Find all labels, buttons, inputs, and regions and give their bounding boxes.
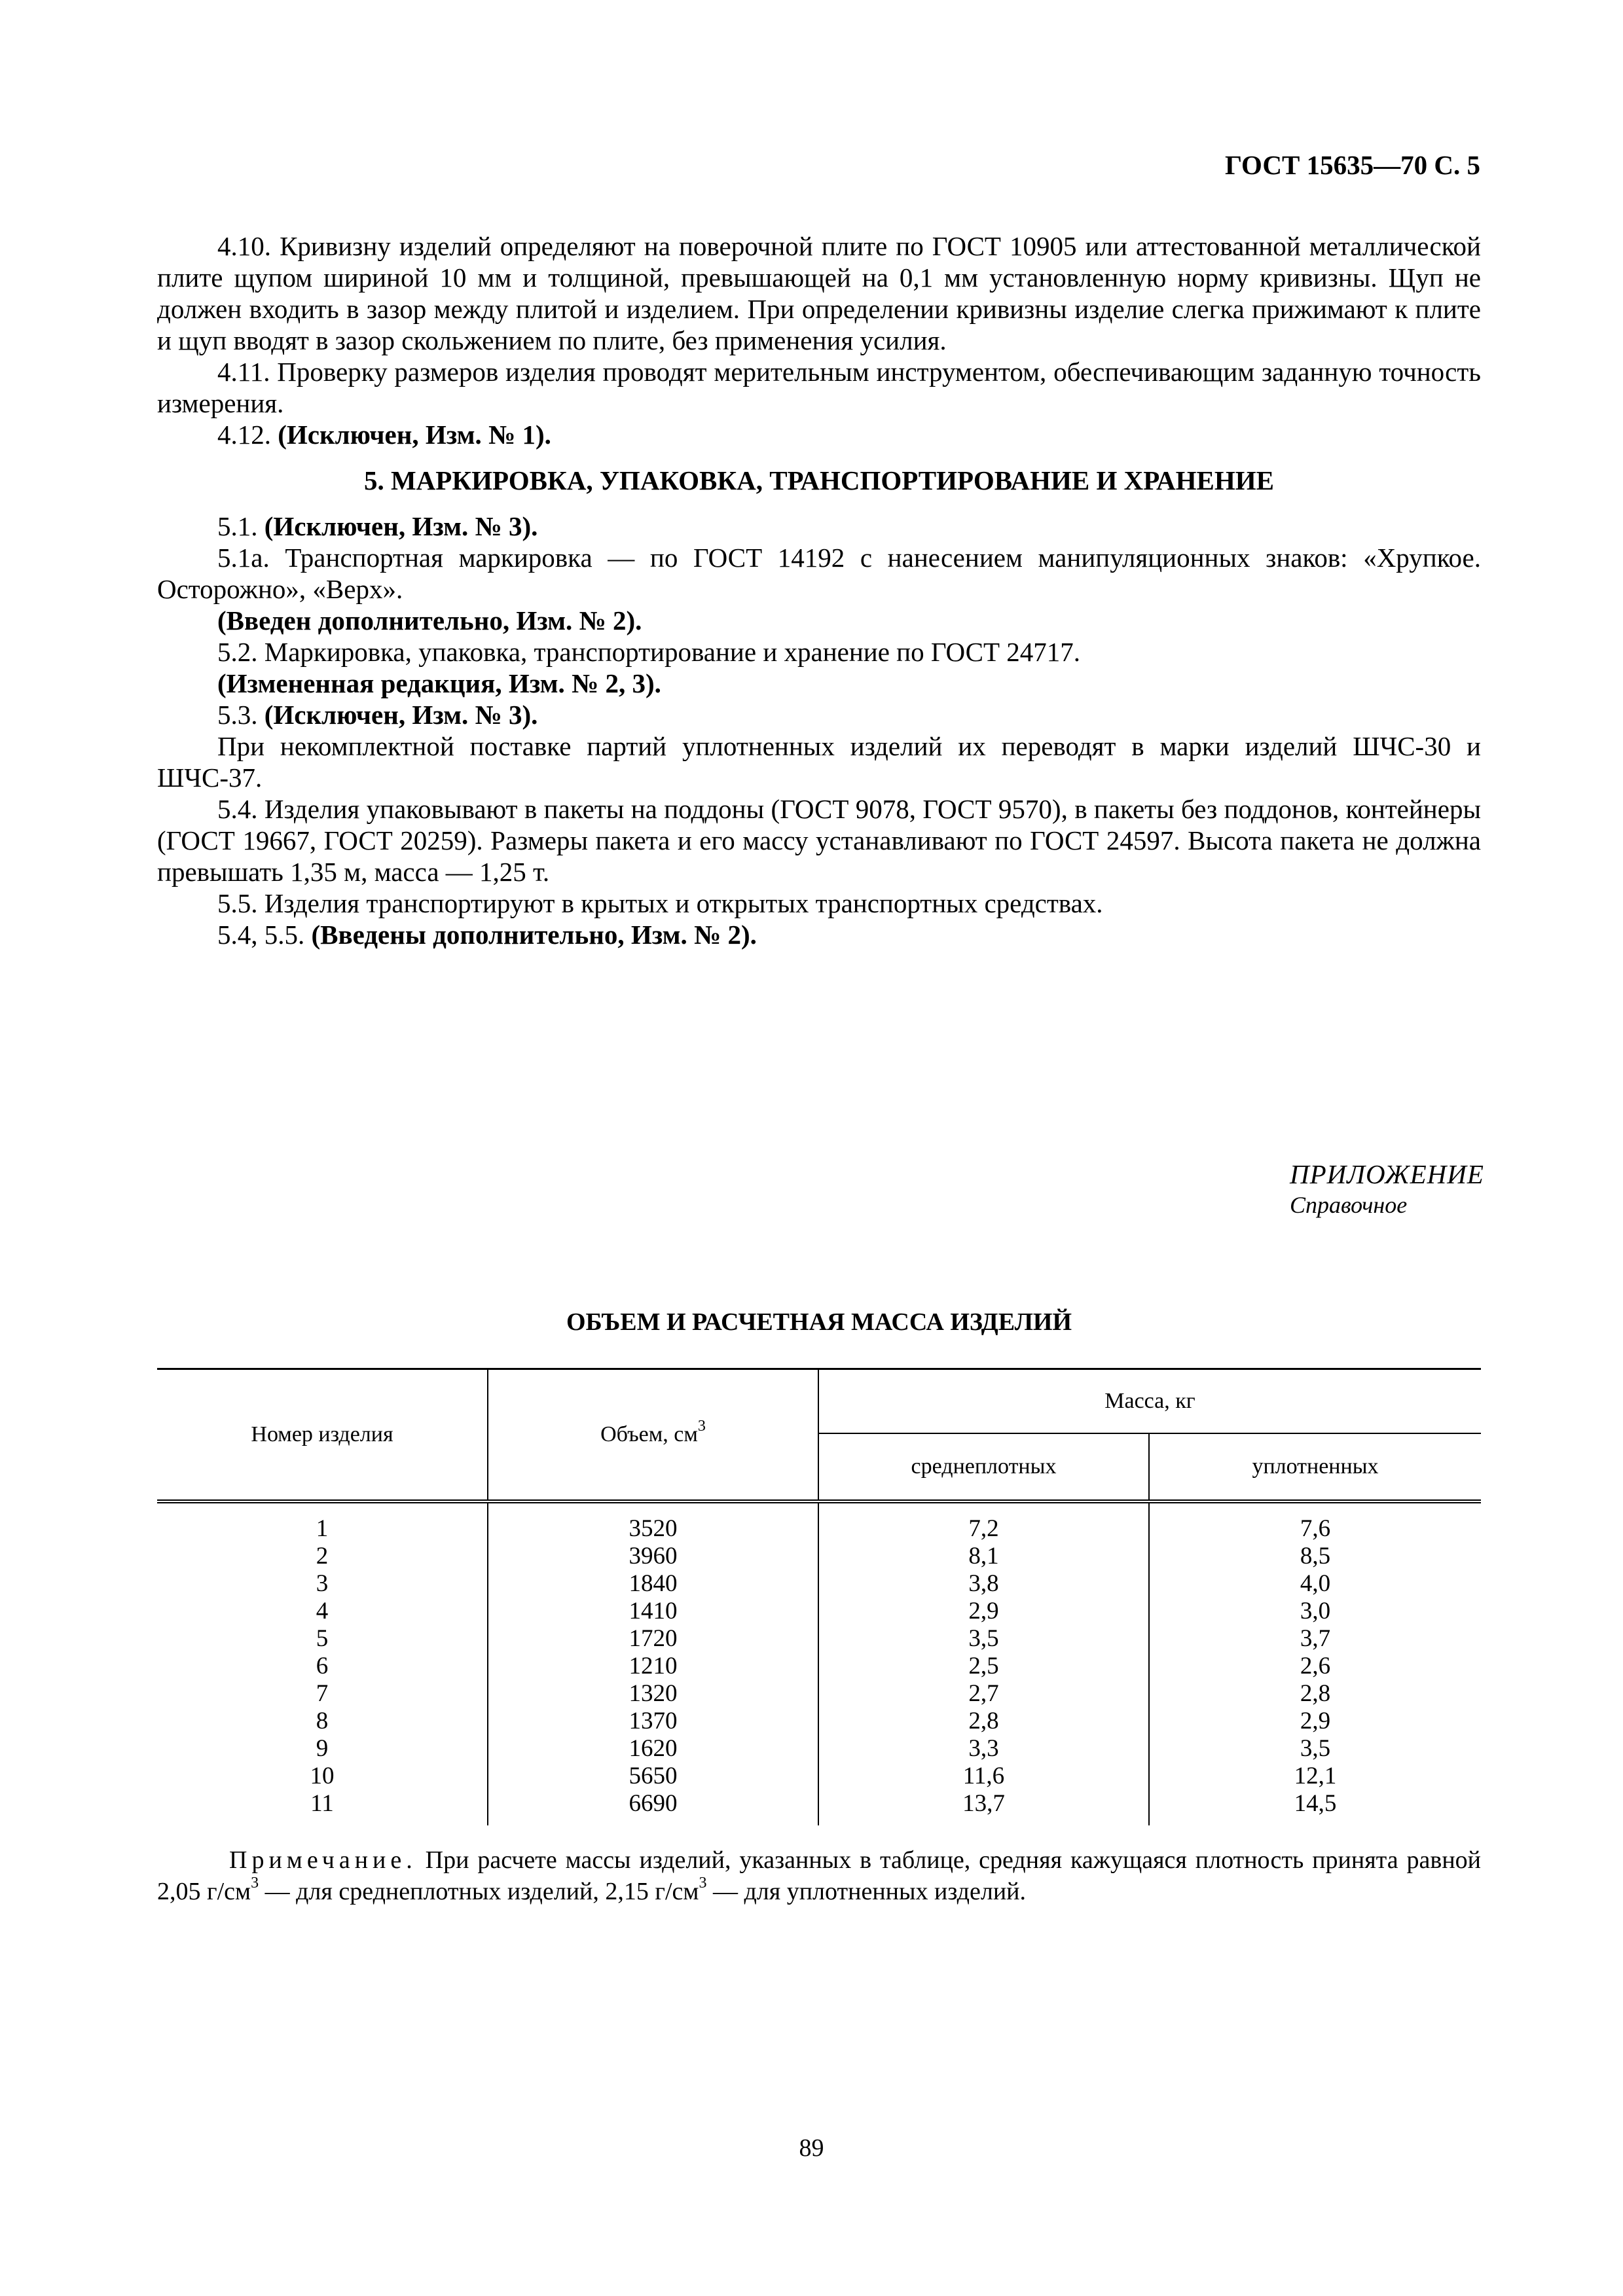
cell-product-number: 8	[316, 1708, 329, 1734]
table-row	[157, 1570, 1481, 1598]
cell-product-number: 3	[316, 1570, 329, 1597]
appendix-subtitle: Справочное	[1290, 1192, 1408, 1218]
paragraph-4-11: 4.11. Проверку размеров изделия проводят мерительным инструментом, обеспечивающим заданную точность измерения.	[157, 357, 1481, 418]
cell-product-number: 1	[316, 1515, 329, 1542]
cell-mass-dense: 12,1	[1149, 1763, 1481, 1790]
cell-product-number: 5	[316, 1625, 329, 1652]
cell-mass-medium: 13,7	[818, 1790, 1149, 1825]
cell-volume: 5650	[488, 1763, 818, 1790]
paragraph-number: 4.12.	[217, 420, 271, 450]
cell-mass-dense: 4,0	[1149, 1570, 1481, 1598]
appendix-label	[1290, 1158, 1484, 1219]
document-header: ГОСТ 15635—70 С. 5	[1224, 150, 1480, 180]
cell-mass-medium: 7,2	[818, 1501, 1149, 1543]
mass-table-container	[157, 1368, 1481, 1825]
table-row	[157, 1543, 1481, 1570]
section-5-title: 5. МАРКИРОВКА, УПАКОВКА, ТРАНСПОРТИРОВАНИЕ И ХРАНЕНИЕ	[363, 465, 1275, 495]
cell-mass-dense: 8,5	[1149, 1543, 1481, 1570]
cell-product-number: 2	[316, 1543, 329, 1570]
cell-product-number: 11	[310, 1790, 334, 1817]
table-row	[157, 1598, 1481, 1625]
paragraph-5-4: 5.4. Изделия упаковывают в пакеты на поддоны (ГОСТ 9078, ГОСТ 9570), в пакеты без поддонов, контейнеры (ГОСТ 19667, ГОСТ 20259). Размеры пакета и его массу устанавливают по ГОСТ 24597. Высота пакета не должна превышать 1,35 м, масса — 1,25 т.	[157, 794, 1481, 887]
table-row	[157, 1763, 1481, 1790]
note-text-1: При расчете массы изделий, указанных в таблице, средняя кажущаяся плотность принята равной 2,05 г/см	[157, 1846, 1481, 1905]
table-note	[157, 1844, 1481, 1907]
cell-mass-medium: 2,5	[818, 1653, 1149, 1680]
table-row	[157, 1708, 1481, 1735]
amendment-note: (Исключен, Изм. № 1).	[278, 420, 551, 450]
cell-mass-dense: 2,9	[1149, 1708, 1481, 1735]
cell-volume: 1320	[488, 1680, 818, 1708]
paragraph-number: 5.1.	[217, 511, 258, 541]
cell-mass-medium: 2,7	[818, 1680, 1149, 1708]
paragraph-5-3-text: При некомплектной поставке партий уплотненных изделий их переводят в марки изделий ШЧС-30 и ШЧС-37.	[157, 731, 1481, 793]
cell-mass-medium: 11,6	[818, 1763, 1149, 1790]
paragraph-number: 5.3.	[217, 700, 258, 730]
paragraph-5-1	[157, 511, 1481, 542]
amendment-note: (Введены дополнительно, Изм. № 2).	[311, 920, 757, 950]
cell-mass-dense: 3,7	[1149, 1625, 1481, 1653]
paragraph-5-1a: 5.1а. Транспортная маркировка — по ГОСТ 14192 с нанесением манипуляционных знаков: «Хрупкое. Осторожно», «Верх».	[157, 543, 1481, 604]
cell-volume: 6690	[488, 1790, 818, 1825]
amendment-note: (Исключен, Изм. № 3).	[264, 700, 538, 730]
table-row	[157, 1735, 1481, 1763]
cell-mass-dense: 2,8	[1149, 1680, 1481, 1708]
cell-product-number: 7	[316, 1680, 329, 1707]
note-sup-2: 3	[699, 1874, 707, 1892]
amendment-note: (Исключен, Изм. № 3).	[264, 511, 538, 541]
paragraph-5-2: 5.2. Маркировка, упаковка, транспортирование и хранение по ГОСТ 24717.	[217, 637, 1081, 667]
cell-volume: 1370	[488, 1708, 818, 1735]
cell-product-number: 9	[316, 1735, 329, 1762]
cell-mass-medium: 2,9	[818, 1598, 1149, 1625]
note-sup-1: 3	[251, 1874, 259, 1892]
cell-volume: 1720	[488, 1625, 818, 1653]
table-row	[157, 1790, 1481, 1825]
cell-volume: 1620	[488, 1735, 818, 1763]
header-volume	[488, 1369, 818, 1502]
cell-mass-medium: 3,3	[818, 1735, 1149, 1763]
table-row	[157, 1680, 1481, 1708]
table-title: ОБЪЕМ И РАСЧЕТНАЯ МАССА ИЗДЕЛИЙ	[566, 1308, 1072, 1336]
note-paragraph	[157, 1844, 1481, 1907]
cell-mass-medium: 8,1	[818, 1543, 1149, 1570]
cell-product-number: 10	[310, 1763, 335, 1789]
cell-mass-dense: 2,6	[1149, 1653, 1481, 1680]
table-row	[157, 1653, 1481, 1680]
paragraph-number: 5.4, 5.5.	[217, 920, 305, 950]
cell-mass-medium: 3,8	[818, 1570, 1149, 1598]
paragraph-4-12	[157, 419, 1481, 450]
header-mass-dense: уплотненных	[1149, 1433, 1481, 1501]
cell-mass-dense: 14,5	[1149, 1790, 1481, 1825]
paragraph-5-4-5-5	[157, 919, 1481, 950]
paragraph-5-5: 5.5. Изделия транспортируют в крытых и открытых транспортных средствах.	[217, 888, 1103, 918]
cell-product-number: 6	[316, 1653, 329, 1679]
cell-mass-medium: 2,8	[818, 1708, 1149, 1735]
cell-volume: 1840	[488, 1570, 818, 1598]
paragraph-5-3	[157, 699, 1481, 730]
header-volume-sup: 3	[697, 1417, 706, 1435]
header-mass: Масса, кг	[818, 1369, 1481, 1434]
header-volume-text: Объем, см	[600, 1422, 698, 1446]
cell-volume: 3960	[488, 1543, 818, 1570]
note-label: Примечание.	[229, 1846, 417, 1874]
table-row	[157, 1501, 1481, 1543]
amendment-note-5-2: (Измененная редакция, Изм. № 2, 3).	[217, 668, 661, 698]
paragraph-4-10: 4.10. Кривизну изделий определяют на поверочной плите по ГОСТ 10905 или аттестованной металлической плите щупом шириной 10 мм и толщиной, превышающей на 0,1 мм установленную норму кривизны. Щуп не должен входить в зазор между плитой и изделием. При определении кривизны изделие слегка прижимают к плите и щуп вводят в зазор скольжением по плите, без применения усилия.	[157, 231, 1481, 355]
header-product-number: Номер изделия	[157, 1369, 488, 1502]
note-text-3: — для уплотненных изделий.	[706, 1878, 1027, 1905]
cell-volume: 1410	[488, 1598, 818, 1625]
header-mass-medium: среднеплотных	[818, 1433, 1149, 1501]
table-row	[157, 1625, 1481, 1653]
cell-volume: 1210	[488, 1653, 818, 1680]
cell-mass-dense: 3,5	[1149, 1735, 1481, 1763]
cell-volume: 3520	[488, 1501, 818, 1543]
cell-mass-dense: 3,0	[1149, 1598, 1481, 1625]
appendix-title: ПРИЛОЖЕНИЕ	[1290, 1159, 1484, 1189]
page-number: 89	[799, 2134, 824, 2162]
cell-mass-dense: 7,6	[1149, 1501, 1481, 1543]
cell-product-number: 4	[316, 1598, 329, 1624]
table-body	[157, 1501, 1481, 1825]
cell-mass-medium: 3,5	[818, 1625, 1149, 1653]
mass-table	[157, 1368, 1481, 1825]
note-text-2: — для среднеплотных изделий, 2,15 г/см	[259, 1878, 699, 1905]
amendment-note-5-1a: (Введен дополнительно, Изм. № 2).	[217, 605, 642, 636]
document-body	[157, 230, 1481, 950]
